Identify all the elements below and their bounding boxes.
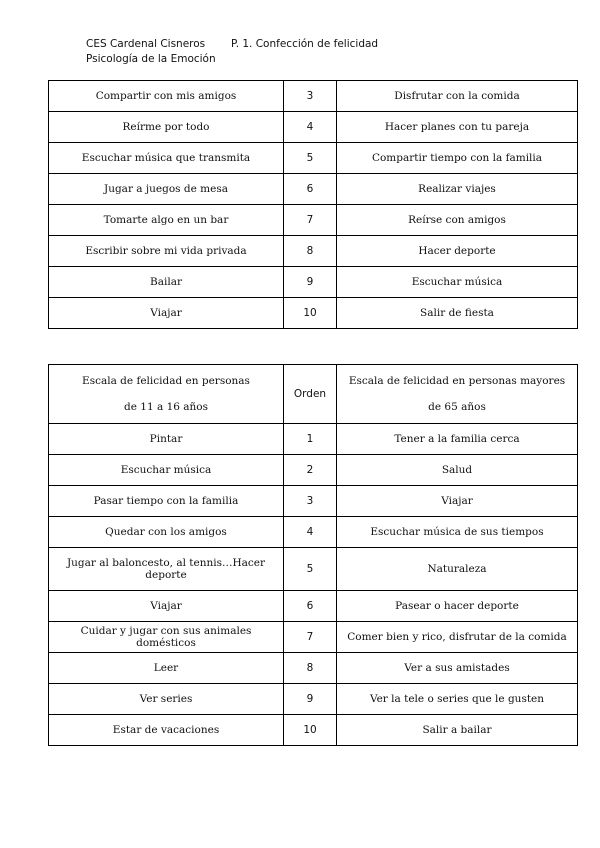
right-cell: Ver a sus amistades <box>337 653 578 684</box>
table-row <box>49 591 578 622</box>
number-cell: 9 <box>284 684 337 715</box>
activities-table <box>48 80 578 329</box>
left-cell: Jugar al baloncesto, al tennis…Hacer deporte <box>49 548 284 591</box>
table-row <box>49 267 578 298</box>
page-header <box>86 37 378 67</box>
header-right <box>337 365 578 424</box>
left-cell: Leer <box>49 653 284 684</box>
table-row <box>49 236 578 267</box>
table-row <box>49 205 578 236</box>
left-cell: Escuchar música <box>49 455 284 486</box>
right-cell: Hacer deporte <box>337 236 578 267</box>
left-cell: Compartir con mis amigos <box>49 81 284 112</box>
number-cell: 4 <box>284 112 337 143</box>
table-row <box>49 622 578 653</box>
table-row <box>49 112 578 143</box>
header-order: Orden <box>284 365 337 424</box>
right-cell: Salir de fiesta <box>337 298 578 329</box>
right-cell: Viajar <box>337 486 578 517</box>
number-cell: 8 <box>284 653 337 684</box>
header-left-line1: Escala de felicidad en personas <box>82 375 250 387</box>
number-cell: 3 <box>284 81 337 112</box>
left-cell: Viajar <box>49 298 284 329</box>
left-cell: Tomarte algo en un bar <box>49 205 284 236</box>
number-cell: 1 <box>284 424 337 455</box>
number-cell: 6 <box>284 591 337 622</box>
right-cell: Comer bien y rico, disfrutar de la comida <box>337 622 578 653</box>
left-cell: Bailar <box>49 267 284 298</box>
right-cell: Salud <box>337 455 578 486</box>
school-name: CES Cardenal Cisneros <box>86 38 206 50</box>
left-cell: Jugar a juegos de mesa <box>49 174 284 205</box>
right-cell: Escuchar música de sus tiempos <box>337 517 578 548</box>
right-cell: Naturaleza <box>337 548 578 591</box>
table-row <box>49 684 578 715</box>
right-cell: Escuchar música <box>337 267 578 298</box>
right-cell: Hacer planes con tu pareja <box>337 112 578 143</box>
number-cell: 9 <box>284 267 337 298</box>
number-cell: 2 <box>284 455 337 486</box>
right-cell: Realizar viajes <box>337 174 578 205</box>
table-row <box>49 424 578 455</box>
right-cell: Tener a la familia cerca <box>337 424 578 455</box>
number-cell: 7 <box>284 622 337 653</box>
table-row <box>49 455 578 486</box>
left-cell: Escuchar música que transmita <box>49 143 284 174</box>
left-cell: Cuidar y jugar con sus animales domésticos <box>49 622 284 653</box>
right-cell: Reírse con amigos <box>337 205 578 236</box>
right-cell: Ver la tele o series que le gusten <box>337 684 578 715</box>
header-left-line2: de 11 a 16 años <box>124 401 208 413</box>
number-cell: 8 <box>284 236 337 267</box>
header-left <box>49 365 284 424</box>
number-cell: 5 <box>284 548 337 591</box>
table-row <box>49 143 578 174</box>
happiness-scale-table <box>48 364 578 746</box>
table-header-row <box>49 365 578 424</box>
header-right-line1: Escala de felicidad en personas mayores <box>348 375 566 387</box>
left-cell: Escribir sobre mi vida privada <box>49 236 284 267</box>
table-row <box>49 174 578 205</box>
number-cell: 4 <box>284 517 337 548</box>
right-cell: Disfrutar con la comida <box>337 81 578 112</box>
left-cell: Ver series <box>49 684 284 715</box>
left-cell: Reírme por todo <box>49 112 284 143</box>
subject-name: Psicología de la Emoción <box>86 53 216 65</box>
right-cell: Compartir tiempo con la familia <box>337 143 578 174</box>
number-cell: 3 <box>284 486 337 517</box>
right-cell: Salir a bailar <box>337 715 578 746</box>
practice-title: P. 1. Confección de felicidad <box>231 38 379 50</box>
number-cell: 5 <box>284 143 337 174</box>
left-cell: Viajar <box>49 591 284 622</box>
table-row <box>49 517 578 548</box>
number-cell: 10 <box>284 298 337 329</box>
table-row <box>49 298 578 329</box>
table-row <box>49 715 578 746</box>
header-right-line2: de 65 años <box>428 401 486 413</box>
table-row <box>49 653 578 684</box>
table-row <box>49 81 578 112</box>
right-cell: Pasear o hacer deporte <box>337 591 578 622</box>
left-cell: Quedar con los amigos <box>49 517 284 548</box>
left-cell: Pasar tiempo con la familia <box>49 486 284 517</box>
table-row <box>49 548 578 591</box>
left-cell: Estar de vacaciones <box>49 715 284 746</box>
number-cell: 10 <box>284 715 337 746</box>
number-cell: 7 <box>284 205 337 236</box>
left-cell: Pintar <box>49 424 284 455</box>
number-cell: 6 <box>284 174 337 205</box>
table-row <box>49 486 578 517</box>
